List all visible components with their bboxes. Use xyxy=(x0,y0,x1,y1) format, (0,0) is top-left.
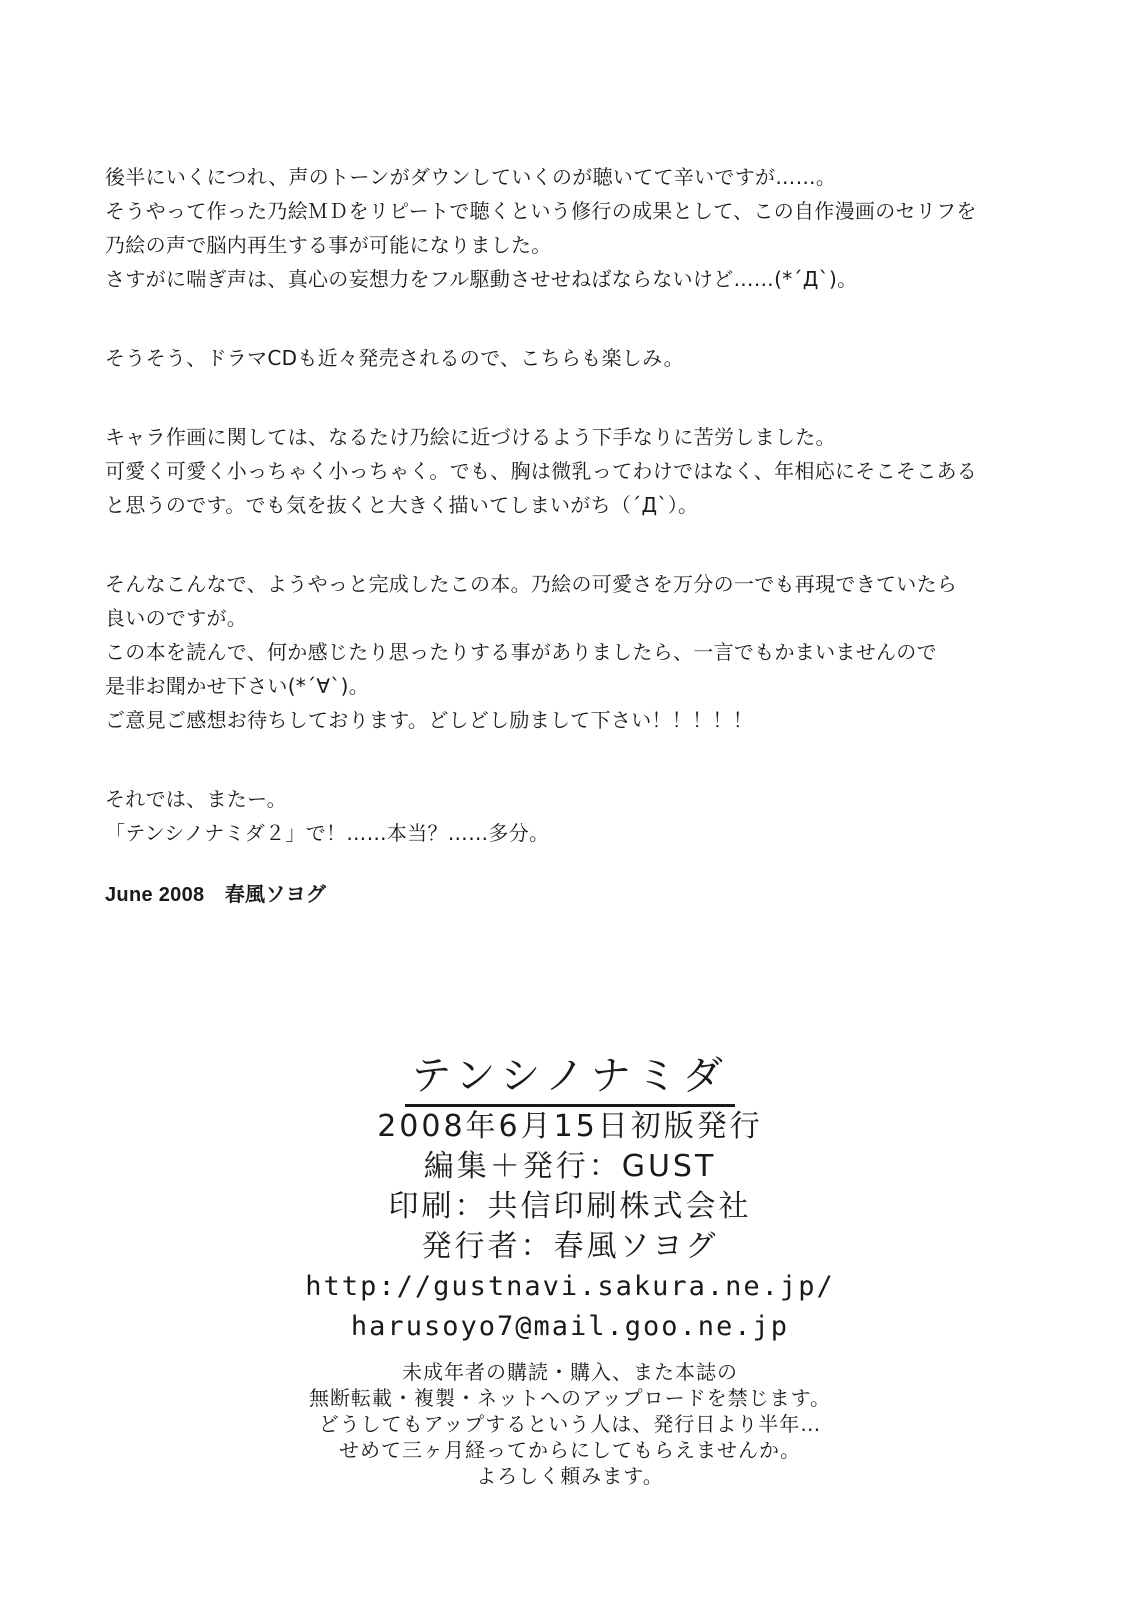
text-line: そうそう、ドラマCDも近々発売されるので、こちらも楽しみ。 xyxy=(105,346,684,370)
text-line: この本を読んで、何か感じたり思ったりする事がありましたら、一言でもかまいませんので xyxy=(105,640,937,664)
text-line: と思うのです。でも気を抜くと大きく描いてしまいがち（´Д`）。 xyxy=(105,493,699,517)
afterword-paragraph xyxy=(105,341,1065,375)
text-line: 是非お聞かせ下さい(*´∀`)。 xyxy=(105,674,370,698)
text-line: 良いのですが。 xyxy=(105,606,248,630)
text-line: そうやって作った乃絵ＭＤをリピートで聴くという修行の成果として、この自作漫画のセリフを xyxy=(105,199,977,223)
text-line: 「テンシノナミダ２」で！……本当？……多分。 xyxy=(105,821,550,845)
colophon xyxy=(290,1050,850,1489)
author-signature: June 2008 春風ソヨグ xyxy=(105,884,327,906)
notice-line: せめて三ヶ月経ってからにしてもらえませんか。 xyxy=(339,1438,801,1462)
colophon-title: テンシノナミダ xyxy=(405,1050,734,1107)
text-line: さすがに喘ぎ声は、真心の妄想力をフル駆動させせねばならないけど……(*´Д`)。 xyxy=(105,267,858,291)
copyright-notice xyxy=(290,1359,850,1489)
afterword-paragraph xyxy=(105,160,1065,296)
afterword xyxy=(105,160,1065,907)
paragraph-gap xyxy=(105,522,1065,567)
editor-publisher: 編集＋発行：GUST xyxy=(423,1149,717,1184)
email-address: harusoyo7@mail.goo.ne.jp xyxy=(350,1311,790,1342)
text-line: 乃絵の声で脳内再生する事が可能になりました。 xyxy=(105,233,552,257)
paragraph-gap xyxy=(105,296,1065,341)
text-line: ご意見ご感想お待ちしております。どしどし励まして下さい！！！！！ xyxy=(105,708,753,732)
afterword-paragraph xyxy=(105,420,1065,522)
paragraph-gap xyxy=(105,737,1065,782)
website-url: http://gustnavi.sakura.ne.jp/ xyxy=(305,1271,835,1302)
text-line: それでは、またー。 xyxy=(105,787,287,811)
printer: 印刷：共信印刷株式会社 xyxy=(388,1189,752,1224)
publish-date: 2008年6月15日初版発行 xyxy=(377,1109,763,1144)
text-line: 後半にいくにつれ、声のトーンがダウンしていくのが聴いてて辛いですが……。 xyxy=(105,165,837,189)
issuer: 発行者：春風ソヨグ xyxy=(421,1229,719,1264)
notice-line: よろしく頼みます。 xyxy=(476,1464,664,1488)
text-line: キャラ作画に関しては、なるたけ乃絵に近づけるよう下手なりに苦労しました。 xyxy=(105,425,836,449)
paragraph-gap xyxy=(105,375,1065,420)
text-line: そんなこんなで、ようやっと完成したこの本。乃絵の可愛さを万分の一でも再現できていたら xyxy=(105,572,958,596)
text-line: 可愛く可愛く小っちゃく小っちゃく。でも、胸は微乳ってわけではなく、年相応にそこそこある xyxy=(105,459,978,483)
notice-line: 未成年者の購読・購入、また本誌の xyxy=(402,1360,738,1384)
notice-line: どうしてもアップするという人は、発行日より半年… xyxy=(318,1412,822,1436)
afterword-paragraph xyxy=(105,567,1065,737)
notice-line: 無断転載・複製・ネットへのアップロードを禁じます。 xyxy=(309,1386,831,1410)
afterword-paragraph xyxy=(105,782,1065,850)
